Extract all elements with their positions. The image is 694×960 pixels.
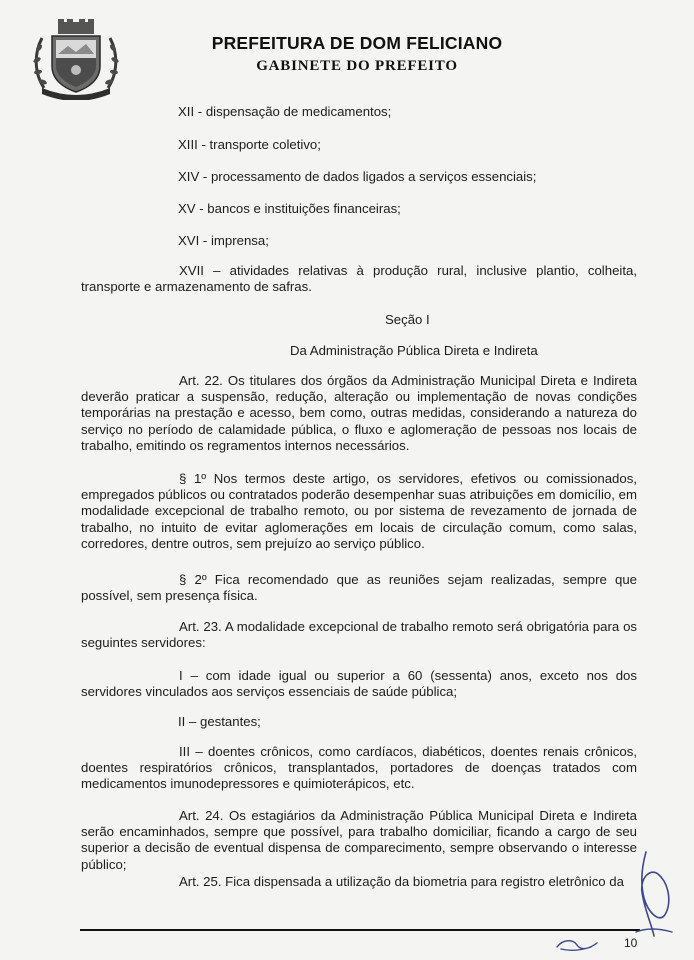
article-23-item-i	[81, 668, 637, 700]
header-subtitle: GABINETE DO PREFEITO	[256, 58, 458, 74]
article-22-paragraph-1	[81, 471, 637, 552]
initials-signature-icon	[555, 935, 599, 953]
article-23-item-iii	[81, 744, 637, 793]
article-24-text: Art. 24. Os estagiários da Administração Pública Municipal Direta e Indireta serão encaminhados, sempre que possível, para trabalho domiciliar, ficando a cargo de seu superior a decisão de eventual dispensa de comparecimento, sempre observando o interesse público;	[81, 808, 637, 872]
article-23	[81, 619, 637, 651]
article-23-item-iii-text: III – doentes crônicos, como cardíacos, diabéticos, doentes renais crônicos, doentes respiratórios crônicos, transplantados, portadores de doenças tratados com medicamentos imunodepressores e quimioterápicos, etc.	[81, 744, 637, 792]
article-25	[81, 874, 637, 890]
municipal-coat-of-arms-icon	[30, 18, 122, 100]
article-23-item-ii: II – gestantes;	[178, 714, 261, 729]
item-xiii: XIII - transporte coletivo;	[178, 137, 321, 152]
article-22-paragraph-2	[81, 572, 637, 604]
header-title: PREFEITURA DE DOM FELICIANO	[211, 33, 503, 53]
item-xvii-text: XVII – atividades relativas à produção rural, inclusive plantio, colheita, transporte e armazenamento de safras.	[81, 263, 637, 295]
article-24	[81, 808, 637, 873]
item-xiv: XIV - processamento de dados ligados a serviços essenciais;	[178, 169, 537, 184]
item-xvii	[81, 263, 637, 295]
item-xii: XII - dispensação de medicamentos;	[178, 104, 392, 119]
article-25-text: Art. 25. Fica dispensada a utilização da biometria para registro eletrônico da	[179, 874, 624, 889]
article-23-text: Art. 23. A modalidade excepcional de trabalho remoto será obrigatória para os seguintes servidores:	[81, 619, 637, 651]
article-23-item-i-text: I – com idade igual ou superior a 60 (sessenta) anos, exceto nos dos servidores vinculados aos serviços essenciais de saúde pública;	[81, 668, 637, 700]
article-22-paragraph-1-text: § 1º Nos termos deste artigo, os servidores, efetivos ou comissionados, empregados públicos ou contratados poderão desempenhar suas atribuições em domicílio, em modalidade excepcional de trabalho remoto, ou por sistema de revezamento de jornada de trabalho, no intuito de evitar aglomerações em locais de circulação comum, como salas, corredores, dentre outros, sem prejuízo ao serviço público.	[81, 471, 637, 551]
page-number: 10	[624, 936, 638, 950]
handwritten-signature-icon	[628, 848, 680, 938]
article-22-text: Art. 22. Os titulares dos órgãos da Administração Municipal Direta e Indireta deverão praticar a suspensão, redução, alteração ou implementação de novas condições temporárias na prestação e acesso, bem como, outras medidas, considerando a natureza do serviço no período de calamidade pública, o fluxo e aglomeração de pessoas nos locais de trabalho, emitindo os regramentos internos necessários.	[81, 373, 637, 453]
article-22	[81, 373, 637, 454]
section-subheading: Da Administração Pública Direta e Indireta	[290, 343, 538, 358]
article-22-paragraph-2-text: § 2º Fica recomendado que as reuniões sejam realizadas, sempre que possível, sem presença física.	[81, 572, 637, 604]
section-heading: Seção I	[385, 312, 430, 327]
item-xvi: XVI - imprensa;	[178, 233, 269, 248]
footer-rule	[80, 929, 640, 931]
item-xv: XV - bancos e instituições financeiras;	[178, 201, 401, 216]
